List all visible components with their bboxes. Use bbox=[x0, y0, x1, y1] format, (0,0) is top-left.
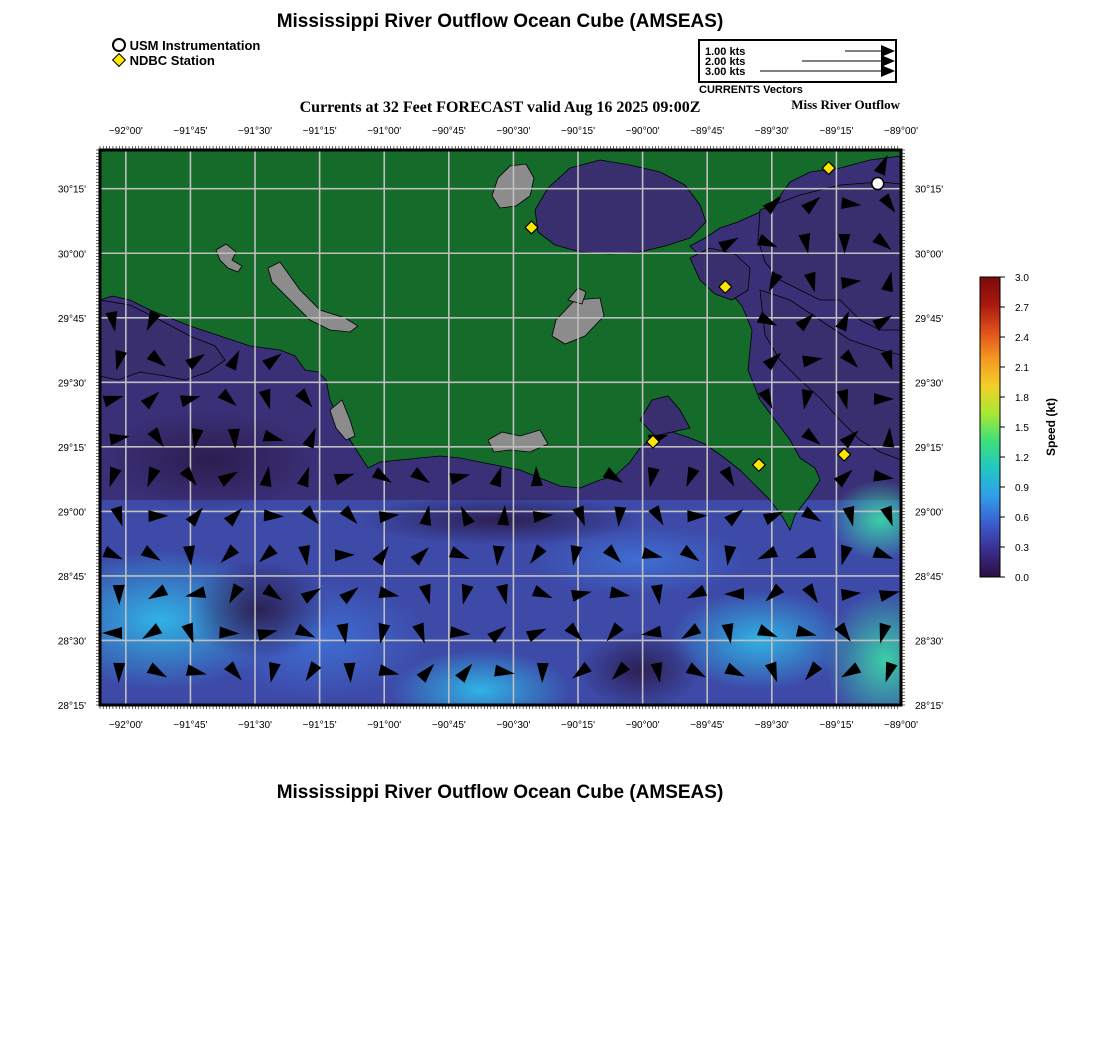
colorbar-tick-label: 2.4 bbox=[1015, 333, 1029, 344]
lat-tick-label-left: 29°30' bbox=[57, 378, 86, 390]
colorbar-tick-label: 1.5 bbox=[1015, 423, 1029, 434]
lon-tick-label-top: −89°30' bbox=[754, 126, 789, 137]
colorbar-tick-label: 2.7 bbox=[1015, 303, 1029, 314]
lon-tick-label-bottom: −92°00' bbox=[108, 720, 143, 731]
ndbc-legend-label: NDBC Station bbox=[129, 53, 215, 68]
vector-legend-row: 1.00 kts bbox=[705, 46, 746, 58]
lon-tick-label-top: −90°15' bbox=[561, 126, 596, 137]
lon-tick-label-bottom: −90°30' bbox=[496, 720, 531, 731]
lon-tick-label-top: −91°45' bbox=[173, 126, 208, 137]
colorbar-tick-label: 1.8 bbox=[1015, 393, 1029, 404]
lon-tick-label-top: −92°00' bbox=[108, 126, 143, 137]
speed-colorbar bbox=[980, 273, 1058, 584]
lon-tick-label-bottom: −90°15' bbox=[561, 720, 596, 731]
lat-tick-label-left: 28°30' bbox=[57, 636, 86, 648]
usm-legend-label: USM Instrumentation bbox=[129, 38, 261, 53]
colorbar-tick-label: 1.2 bbox=[1015, 453, 1029, 464]
lon-tick-label-top: −91°00' bbox=[367, 126, 402, 137]
lat-tick-label-right: 30°15' bbox=[915, 184, 944, 196]
lat-tick-label-left: 30°15' bbox=[57, 184, 86, 196]
region-label: Miss River Outflow bbox=[791, 97, 900, 112]
lon-tick-label-bottom: −91°00' bbox=[367, 720, 402, 731]
colorbar-tick-label: 0.0 bbox=[1015, 573, 1029, 584]
lon-tick-label-bottom: −90°00' bbox=[625, 720, 660, 731]
colorbar-title: Speed (kt) bbox=[1044, 397, 1058, 457]
lon-tick-label-bottom: −91°30' bbox=[238, 720, 273, 731]
lat-tick-label-left: 29°00' bbox=[57, 507, 86, 519]
lat-tick-label-right: 29°15' bbox=[915, 442, 944, 454]
lat-tick-label-right: 29°00' bbox=[915, 507, 944, 519]
lon-tick-label-top: −89°00' bbox=[884, 126, 918, 137]
lon-tick-label-top: −89°45' bbox=[690, 126, 725, 137]
colorbar-tick-label: 3.0 bbox=[1015, 273, 1029, 284]
lon-tick-label-top: −90°00' bbox=[625, 126, 660, 137]
lat-tick-label-right: 28°45' bbox=[915, 571, 944, 583]
lon-tick-label-top: −90°30' bbox=[496, 126, 531, 137]
lat-tick-label-left: 28°45' bbox=[57, 571, 86, 583]
lon-tick-label-bottom: −91°45' bbox=[173, 720, 208, 731]
lat-tick-label-left: 29°45' bbox=[57, 313, 86, 325]
lon-tick-label-bottom: −89°15' bbox=[819, 720, 854, 731]
lat-tick-label-left: 28°15' bbox=[57, 701, 86, 712]
colorbar-gradient bbox=[980, 277, 1000, 577]
colorbar-tick-label: 2.1 bbox=[1015, 363, 1029, 374]
lon-tick-label-top: −89°15' bbox=[819, 126, 854, 137]
vector-legend-row: 3.00 kts bbox=[705, 66, 746, 78]
lon-tick-label-top: −91°15' bbox=[302, 126, 337, 137]
lon-tick-label-bottom: −90°45' bbox=[431, 720, 466, 731]
lon-tick-label-bottom: −89°45' bbox=[690, 720, 725, 731]
colorbar-tick-label: 0.6 bbox=[1015, 513, 1029, 524]
lat-tick-label-right: 29°30' bbox=[915, 378, 944, 390]
vector-legend-caption: CURRENTS Vectors bbox=[699, 84, 803, 96]
map-subtitle: Currents at 32 Feet FORECAST valid Aug 16 2025 09:00Z bbox=[299, 99, 701, 116]
usm-station-marker[interactable] bbox=[872, 178, 884, 190]
lon-tick-label-bottom: −89°30' bbox=[754, 720, 789, 731]
colorbar-tick-label: 0.9 bbox=[1015, 483, 1029, 494]
colorbar-tick-label: 0.3 bbox=[1015, 543, 1029, 554]
lat-tick-label-left: 30°00' bbox=[57, 249, 86, 261]
figure-title-bottom: Mississippi River Outflow Ocean Cube (AMSEAS) bbox=[276, 782, 724, 803]
figure-title: Mississippi River Outflow Ocean Cube (AMSEAS) bbox=[276, 11, 724, 32]
lon-tick-label-bottom: −89°00' bbox=[884, 720, 918, 731]
lat-tick-label-right: 28°30' bbox=[915, 636, 944, 648]
lon-tick-label-bottom: −91°15' bbox=[302, 720, 337, 731]
lon-tick-label-top: −90°45' bbox=[431, 126, 466, 137]
lat-tick-label-right: 29°45' bbox=[915, 313, 944, 325]
vector-legend-row: 2.00 kts bbox=[705, 56, 746, 68]
lon-tick-label-top: −91°30' bbox=[238, 126, 273, 137]
lat-tick-label-right: 28°15' bbox=[915, 701, 944, 712]
lat-tick-label-left: 29°15' bbox=[57, 442, 86, 454]
lat-tick-label-right: 30°00' bbox=[915, 249, 944, 261]
